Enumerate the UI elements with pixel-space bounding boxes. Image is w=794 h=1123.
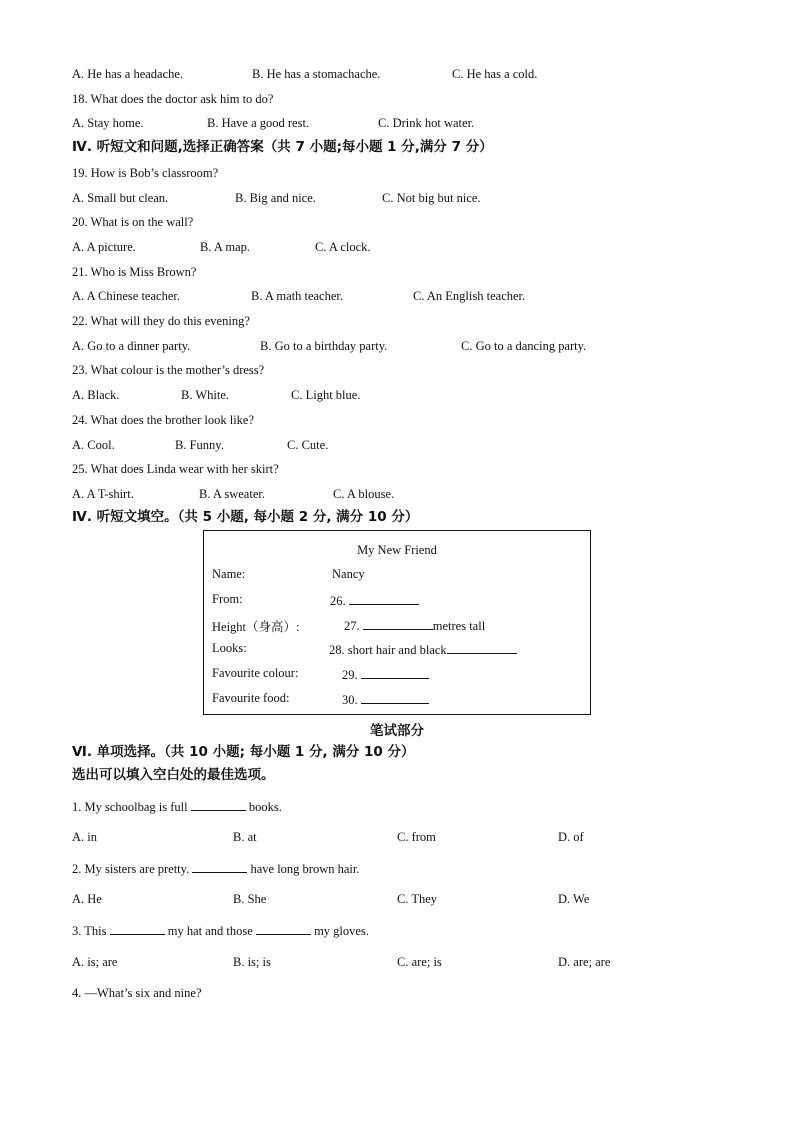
mc2-option-c: C. They	[397, 892, 438, 906]
mc1-option-b: B. at	[233, 830, 257, 844]
q25-option-c: C. A blouse.	[333, 487, 395, 501]
mc2-question	[72, 860, 359, 877]
mc2-option-d: D. We	[558, 892, 590, 906]
q19-option-c: C. Not big but nice.	[382, 191, 481, 205]
mc1-blank	[191, 798, 246, 811]
mc1-question	[72, 798, 282, 815]
fill-in-table	[203, 530, 591, 715]
mc1-option-d: D. of	[558, 830, 584, 844]
q24-option-a: A. Cool.	[72, 438, 115, 452]
mc3-question-end: my gloves.	[314, 924, 369, 938]
looks-value: 28. short hair and black	[329, 643, 447, 657]
q18-option-a: A. Stay home.	[72, 116, 144, 130]
section-4b-heading: Ⅳ. 听短文填空。（共 5 小题, 每小题 2 分, 满分 10 分）	[72, 509, 419, 525]
mc3-option-c: C. are; is	[397, 955, 442, 969]
mc3-question-mid: my hat and those	[167, 924, 253, 938]
q23-option-a: A. Black.	[72, 388, 120, 402]
colour-blank	[342, 666, 429, 683]
q18-option-c: C. Drink hot water.	[378, 116, 475, 130]
height-suffix: metres tall	[432, 619, 486, 633]
section-6-heading: Ⅵ. 单项选择。（共 10 小题; 每小题 1 分, 满分 10 分）	[72, 744, 415, 760]
q22-question: 22. What will they do this evening?	[72, 314, 250, 328]
answer-line-30	[361, 691, 429, 704]
from-blank	[330, 592, 419, 609]
mc2-option-b: B. She	[233, 892, 267, 906]
mc1-option-c: C. from	[397, 830, 436, 844]
answer-line-27	[363, 617, 433, 630]
from-number: 26.	[330, 594, 346, 608]
food-blank	[342, 691, 429, 708]
mc4-question: 4. —What’s six and nine?	[72, 986, 202, 1000]
q19-option-b: B. Big and nice.	[235, 191, 316, 205]
q20-option-c: C. A clock.	[315, 240, 371, 254]
q23-option-b: B. White.	[181, 388, 230, 402]
q20-option-a: A. A picture.	[72, 240, 136, 254]
q25-option-b: B. A sweater.	[199, 487, 265, 501]
q24-question: 24. What does the brother look like?	[72, 413, 255, 427]
height-label: Height（身高）:	[212, 620, 300, 634]
q24-option-b: B. Funny.	[175, 438, 224, 452]
section-4a-heading: Ⅳ. 听短文和问题,选择正确答案（共 7 小题;每小题 1 分,满分 7 分）	[72, 139, 493, 155]
q17-option-b: B. He has a stomachache.	[252, 67, 381, 81]
food-label: Favourite food:	[212, 691, 290, 705]
q22-option-b: B. Go to a birthday party.	[260, 339, 388, 353]
looks-blank	[329, 641, 517, 658]
q25-option-a: A. A T-shirt.	[72, 487, 134, 501]
mc3-question	[72, 922, 369, 939]
colour-number: 29.	[342, 668, 358, 682]
answer-line-26	[349, 592, 419, 605]
section-6-instruction: 选出可以填入空白处的最佳选项。	[72, 767, 275, 783]
mc1-question-start: 1. My schoolbag is full	[72, 800, 188, 814]
mc1-question-end: books.	[248, 800, 282, 814]
mc3-question-start: 3. This	[72, 924, 107, 938]
name-value: Nancy	[332, 567, 365, 581]
mc2-option-a: A. He	[72, 892, 102, 906]
q19-option-a: A. Small but clean.	[72, 191, 169, 205]
q17-option-a: A. He has a headache.	[72, 67, 184, 81]
answer-line-29	[361, 666, 429, 679]
q17-option-c: C. He has a cold.	[452, 67, 538, 81]
q22-option-a: A. Go to a dinner party.	[72, 339, 191, 353]
mc2-blank	[192, 860, 247, 873]
q23-option-c: C. Light blue.	[291, 388, 361, 402]
mc2-question-end: have long brown hair.	[250, 862, 360, 876]
mc1-option-a: A. in	[72, 830, 97, 844]
q21-question: 21. Who is Miss Brown?	[72, 265, 197, 279]
mc3-option-b: B. is; is	[233, 955, 271, 969]
q21-option-a: A. A Chinese teacher.	[72, 289, 180, 303]
q21-option-b: B. A math teacher.	[251, 289, 343, 303]
looks-label: Looks:	[212, 641, 247, 655]
q23-question: 23. What colour is the mother’s dress?	[72, 363, 265, 377]
q18-option-b: B. Have a good rest.	[207, 116, 310, 130]
answer-line-28	[447, 641, 517, 654]
name-label: Name:	[212, 567, 246, 581]
height-blank	[344, 617, 485, 634]
q21-option-c: C. An English teacher.	[413, 289, 526, 303]
mc3-option-d: D. are; are	[558, 955, 611, 969]
q22-option-c: C. Go to a dancing party.	[461, 339, 587, 353]
written-part-heading: 笔试部分	[370, 723, 424, 739]
from-label: From:	[212, 592, 243, 606]
mc3-blank-1	[110, 922, 165, 935]
q20-option-b: B. A map.	[200, 240, 251, 254]
mc2-question-start: 2. My sisters are pretty.	[72, 862, 190, 876]
food-number: 30.	[342, 693, 358, 707]
q18-question: 18. What does the doctor ask him to do?	[72, 92, 274, 106]
table-title: My New Friend	[357, 543, 437, 557]
q24-option-c: C. Cute.	[287, 438, 329, 452]
q25-question: 25. What does Linda wear with her skirt?	[72, 462, 279, 476]
q20-question: 20. What is on the wall?	[72, 215, 194, 229]
height-number: 27.	[344, 619, 360, 633]
mc3-blank-2	[256, 922, 311, 935]
mc3-option-a: A. is; are	[72, 955, 118, 969]
colour-label: Favourite colour:	[212, 666, 299, 680]
q19-question: 19. How is Bob’s classroom?	[72, 166, 219, 180]
